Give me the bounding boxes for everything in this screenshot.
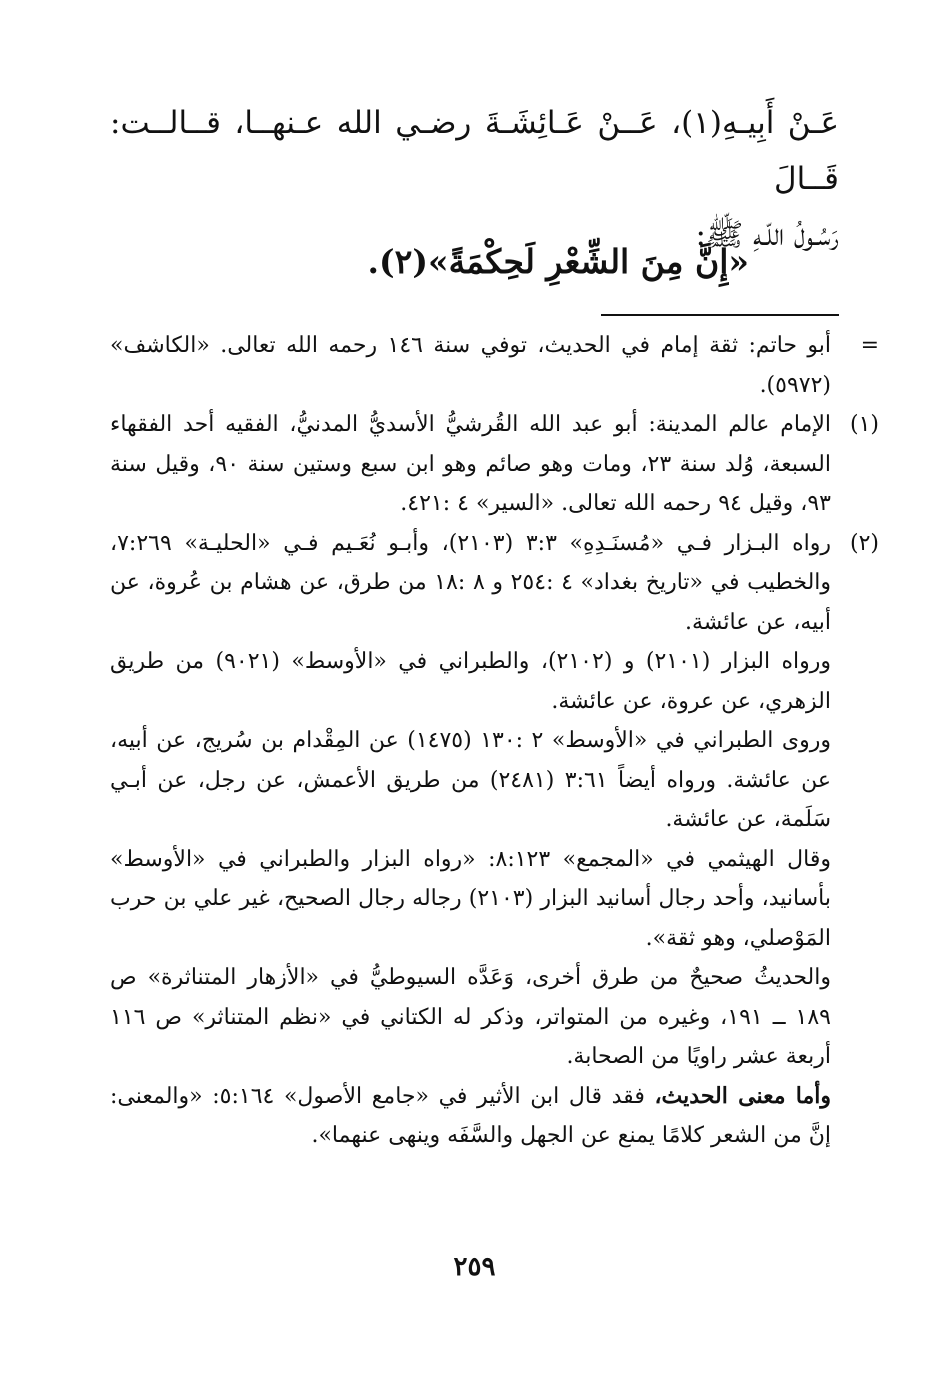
meaning-text: فقد قال ابن الأثير في «جامع الأصول» ٥:١٦٤: «والمعنى: إنَّ من الشعر كلامًا يمنع عن الجهل والسَّفَه وينهى عنهما». (110, 1083, 831, 1148)
footnote-1-number: (١) (849, 412, 879, 437)
footnote-1-text: الإمام عالم المدينة: أبو عبد الله القُرشيُّ الأسديُّ المدنيُّ، الفقيه أحد الفقهاء السبعة، وُلد سنة ٢٣، ومات وهو صائم وهو ابن سبع وستين سنة ٩٠، وقيل سنة ٩٣، وقيل ٩٤ رحمه الله تعالى. «السير» ٤ :٤٢١. (110, 412, 832, 516)
footnote-2-para-b: وروى الطبراني في «الأوسط» ٢ :١٣٠ (١٤٧٥) عن المِقْدام بن سُريج، عن أبيه، عن عائشة. ورواه أيضاً ٣:٦١ (٢٤٨١) من طريق الأعمش، عن رجل، عن أبـي سَلَمة، عن عائشة. (110, 728, 832, 832)
page-number: ٢٥٩ (453, 1252, 496, 1282)
continuation-text: أبو حاتم: ثقة إمام في الحديث، توفي سنة ١٤٦ رحمه الله تعالى. «الكاشف» (٥٩٧٢). (110, 333, 831, 398)
footnote-2-para-c: وقال الهيثمي في «المجمع» ٨:١٢٣: «رواه البزار والطبراني في «الأوسط» بأسانيد، وأحد رجال أسانيد البزار (٢١٠٣) رجاله رجال الصحيح، غير علي بن حرب المَوْصلي، وهو ثقة». (110, 846, 831, 951)
main-line-2: رَسُـولُ اللّـهِ ﷺ: (695, 217, 839, 253)
footnote-2-para-d: والحديثُ صحيحٌ من طرق أخرى، وَعَدَّه السيوطيُّ في «الأزهار المتناثرة» ص ١٨٩ ــ ١٩١، وغيره من المتواتر، وذكر له الكتاني في «نظم المتناثر» ص ١١٦ أربعة عشر راويًا من الصحابة. (110, 965, 831, 1069)
main-line-1: عَـنْ أَبِيـهِ(١)، عَــنْ عَـائِشَـةَ رضـي الله عـنهــا، قــالــت: قَــالَ (110, 105, 839, 197)
continuation-marker: = (860, 333, 879, 358)
footnote-separator (601, 314, 839, 316)
hadith-quote: «إِنَّ مِنَ الشِّعْرِ لَحِكْمَةً»(٢). (367, 242, 749, 281)
footnote-2-para-a: ورواه البزار (٢١٠١) و (٢١٠٢)، والطبراني في «الأوسط» (٩٠٢١) من طريق الزهري، عن عروة، عن عائشة. (110, 649, 831, 714)
footnote-2 (110, 524, 879, 643)
footnote-1 (110, 405, 879, 524)
footnote-2-para-e (110, 1077, 879, 1156)
footnotes (110, 326, 879, 1156)
footnote-continuation (110, 326, 879, 405)
meaning-heading: وأما معنى الحديث، (654, 1082, 831, 1109)
footnote-2-number: (٢) (849, 530, 879, 556)
footnote-2-text: رواه البـزار فـي «مُسنَـدِهِ» ٣:٣ (٢١٠٣)، وأبـو نُعَـيم فـي «الحليـة» ٧:٢٦٩، والخطيب في «تاريخ بغداد» ٤ :٢٥٤ و ٨ :١٨ من طرق، عن هشام بن عُروة، عن أبيه، عن عائشة. (110, 530, 832, 635)
